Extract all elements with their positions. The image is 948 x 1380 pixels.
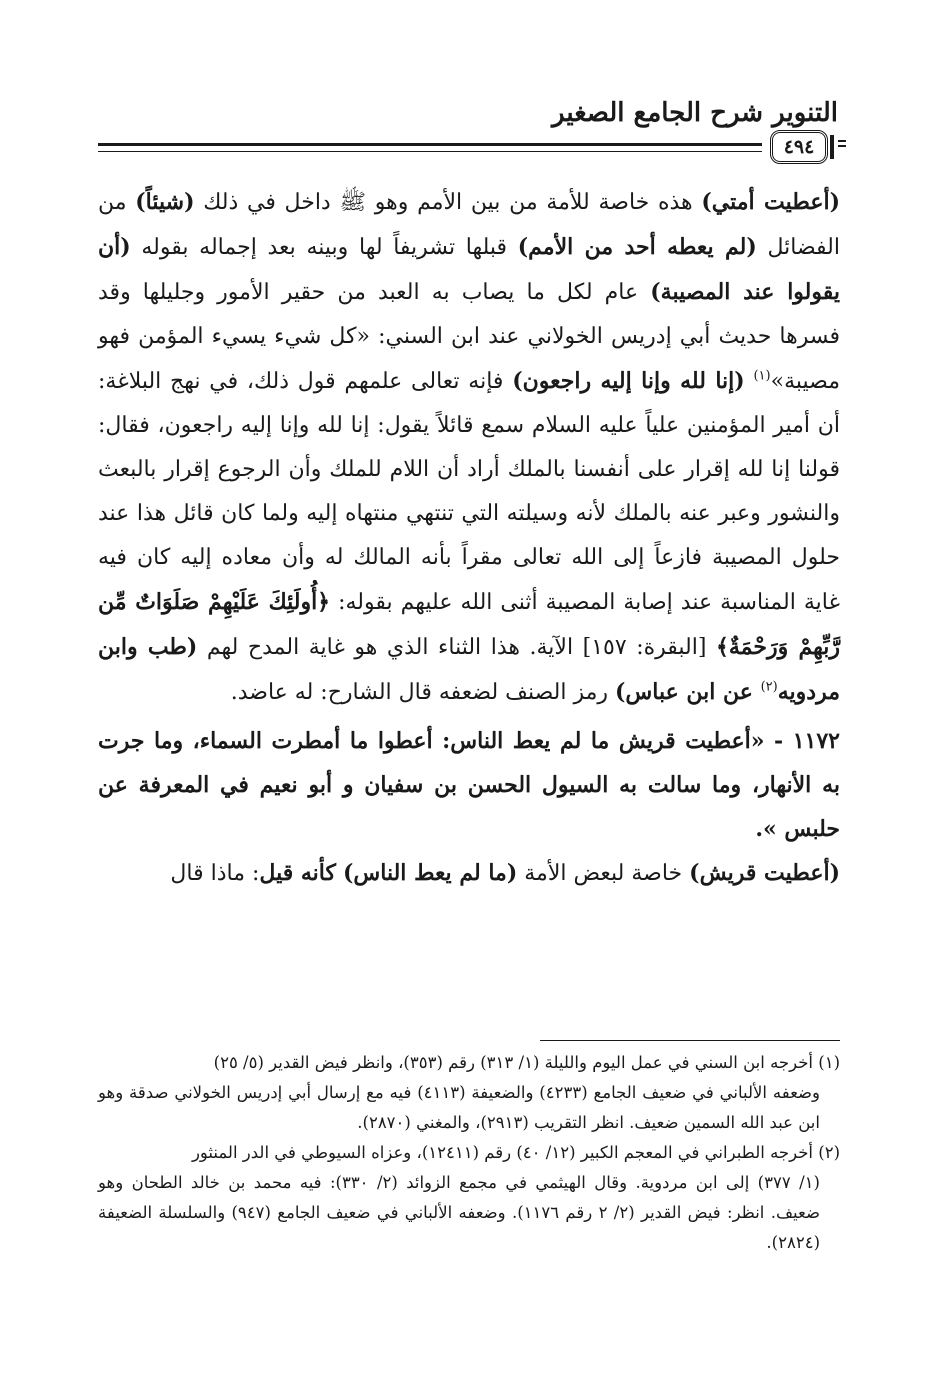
text-run: هذه خاصة للأمة من بين الأمم وهو ﷺ داخل في ذلك [194, 190, 702, 215]
bold-phrase: عن ابن عباس) [615, 679, 761, 705]
page-number-dash [838, 145, 846, 147]
text-run: من الفضائل [98, 190, 840, 260]
bold-phrase: كأنه قيل [259, 860, 336, 886]
text-run [336, 861, 343, 886]
footnote-1-continued: وضعفه الألباني في ضعيف الجامع (٤٢٣٣) والضعيفة (٤١١٣) فيه مع إرسال أبي إدريس الخولاني صدقة وهو ابن عبد الله السمين ضعيف. انظر التقريب (٢٩١٣)، والمغني (٢٨٧٠). [98, 1083, 821, 1132]
bold-phrase: (أن يقولوا عند المصيبة) [98, 234, 840, 305]
header-rule-thin [98, 151, 762, 152]
bold-phrase: (إنا لله وإنا إليه راجعون) [512, 368, 745, 394]
text-run: عام لكل ما يصاب به العبد من حقير الأمور وجليلها وقد فسرها حديث أبي إدريس الخولاني عند ابن السني: «كل شيء يسيء المؤمن فهو مصيبة» [98, 280, 841, 394]
page-number-dash [838, 140, 846, 142]
header-rule-thick [98, 143, 762, 146]
main-text [98, 180, 840, 896]
bold-phrase: ﴿أُولَئِكَ عَلَيْهِمْ صَلَوَاتٌ مِّن رَّبِّهِمْ وَرَحْمَةٌ﴾ [98, 589, 840, 660]
footnotes [98, 1048, 840, 1258]
bold-phrase: (أعطيت أمتي) [701, 189, 840, 215]
bold-phrase: (ما لم يعط الناس) [342, 860, 518, 886]
text-run: فإنه تعالى علمهم قول ذلك، في نهج البلاغة: أن أمير المؤمنين علياً عليه السلام سمع قائلاً يقول: إنا لله وإنا إليه راجعون، فقال: قولنا إنا لله إقرار على أنفسنا بالملك أراد أن اللام للملك وأن الرجوع إقرار بالبعث والنشور وعبر عنه بالملك لأنه وسيلته التي تنتهي منتهاه إليه ولما كان قائل هذا عند حلول المصيبة فازعاً إلى الله تعالى مقراً بأنه المالك له وأن معاده إليه كان فيه غاية المناسبة عند إصابة المصيبة أثنى الله عليهم بقوله: [98, 369, 840, 615]
bold-phrase: (شيئاً) [135, 189, 195, 215]
bold-phrase: (لم يعطه أحد من الأمم) [517, 234, 757, 260]
page-number: ٤٩٤ [770, 130, 828, 164]
text-run: [البقرة: ١٥٧] الآية. هذا الثناء الذي هو غاية المدح لهم [197, 635, 716, 660]
bold-phrase: (طب وابن مردويه [98, 634, 840, 705]
text-run: : ماذا قال [170, 861, 260, 886]
text-run: خاصة لبعض الأمة [517, 861, 690, 886]
footnote-2-continued: (١/ ٣٧٧) إلى ابن مردوية. وقال الهيثمي في مجمع الزوائد (٢/ ٣٣٠): فيه محمد بن خالد الطحان وهو ضعيف. انظر: فيض القدير (٢/ ٢ رقم ١١٧٦). وضعفه الألباني في ضعيف الجامع (٩٤٧) والسلسلة الضعيفة (٢٨٢٤). [98, 1173, 820, 1252]
text-run: رمز الصنف لضعفه قال الشارح: له عاضد. [230, 680, 616, 705]
footnote-2: (٢) أخرجه الطبراني في المعجم الكبير (١٢/ ٤٠) رقم (١٢٤١١)، وعزاه السيوطي في الدر المنثور [191, 1143, 840, 1162]
footnote-separator [540, 1040, 840, 1041]
commentary-paragraph [98, 180, 840, 715]
bold-phrase: (أعطيت قريش) [689, 860, 840, 886]
footnote-ref: (٢) [760, 679, 778, 695]
text-run: قبلها تشريفاً لها وبينه بعد إجماله بقوله [130, 235, 518, 260]
footnote-ref: (١) [753, 368, 771, 384]
page-number-ornament [830, 135, 834, 159]
footnote-1: (١) أخرجه ابن السني في عمل اليوم والليلة (١/ ٣١٣) رقم (٣٥٣)، وانظر فيض القدير (٥/ ٢٥) [213, 1053, 840, 1072]
hadith-1172: ١١٧٢ - «أعطيت قريش ما لم يعط الناس: أعطوا ما أمطرت السماء، وما جرت به الأنهار، وما سالت به السيول الحسن بن سفيان و أبو نعيم في المعرفة عن حلبس ». [98, 728, 840, 842]
commentary-paragraph [98, 851, 840, 896]
running-header-title: التنوير شرح الجامع الصغير [552, 98, 838, 128]
